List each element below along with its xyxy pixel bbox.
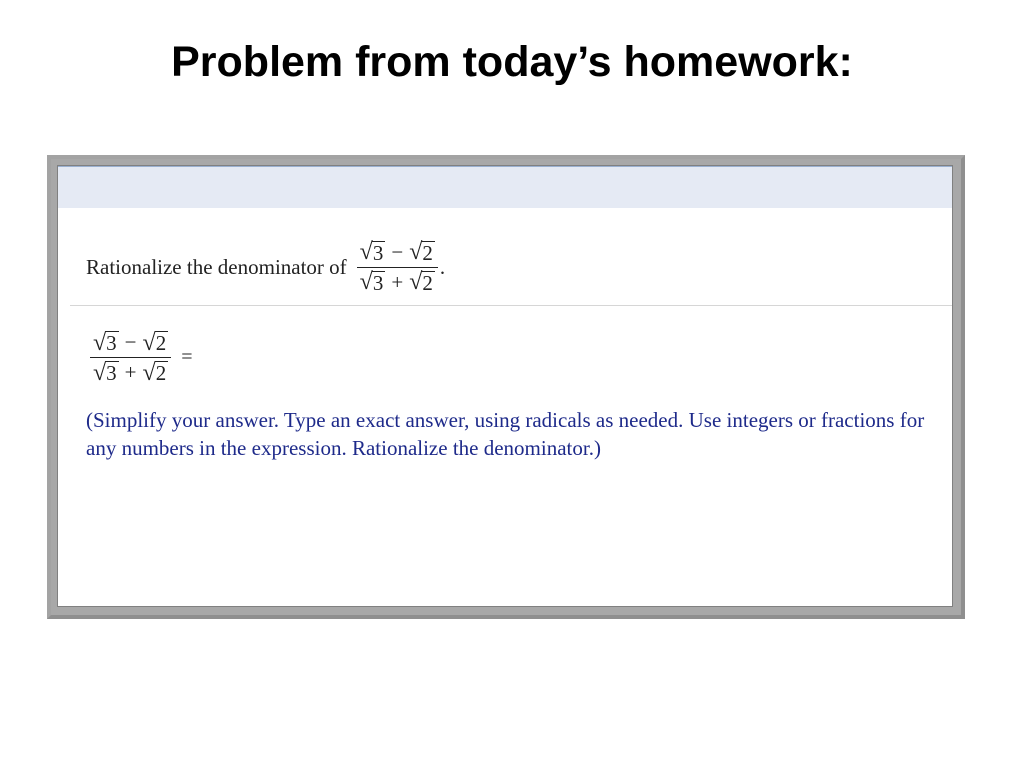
radical [143,361,169,385]
section-divider [70,305,952,306]
fraction-bar [357,267,438,268]
radical-sign-icon: √ [359,239,373,265]
radicand: 3 [106,331,117,356]
radical [93,331,119,355]
fraction-bar [90,357,171,358]
radicand: 2 [422,270,433,295]
panel-header-band [58,166,952,208]
radicand: 3 [106,361,117,386]
radical-sign-icon: √ [409,269,423,295]
question-row [86,228,445,306]
screenshot-frame [47,155,965,619]
fraction-denominator [90,360,171,385]
operator: − [124,330,137,354]
radical [409,270,435,294]
radicand: 2 [155,361,167,386]
radical [360,270,386,294]
radical-sign-icon: √ [93,359,107,386]
slide-title: Problem from today’s homework: [171,38,853,86]
fraction-numerator [90,330,171,355]
question-prompt: Rationalize the denominator of [86,254,347,279]
radical [409,240,435,264]
answer-fraction [90,330,171,385]
radicand: 2 [155,331,167,356]
operator: + [391,269,404,294]
question-fraction [357,240,438,295]
operator: + [124,360,137,384]
radical [93,361,119,385]
answer-instructions: (Simplify your answer. Type an exact answer, using radicals as needed. Use integers or fractions for any numbers in the expression. Rationalize the denominator.) [86,408,925,460]
radical-sign-icon: √ [142,359,156,386]
fraction-numerator [357,240,438,265]
radicand: 3 [372,240,384,265]
radical-sign-icon: √ [409,239,423,265]
operator: − [391,239,404,264]
answer-row [88,330,192,385]
trailing-period: . [439,254,446,279]
question-panel [57,165,953,607]
fraction-denominator [357,270,438,295]
radical-sign-icon: √ [359,269,373,295]
radical-sign-icon: √ [93,329,107,356]
radical [360,240,386,264]
radicand: 3 [372,270,384,295]
equals-sign: = [181,346,193,368]
radicand: 2 [422,240,433,265]
radical-sign-icon: √ [142,329,156,356]
radical [143,331,169,355]
